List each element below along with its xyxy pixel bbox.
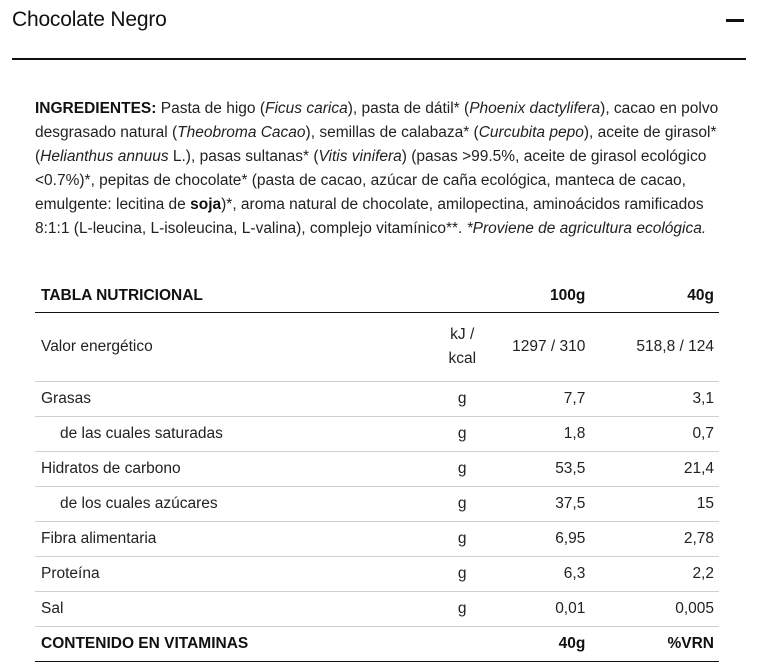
row-value-100g: 6,3 [489, 557, 585, 592]
row-value-40g: 21,4 [585, 452, 719, 487]
row-value-40g: 2,2 [585, 557, 719, 592]
table-row [35, 557, 719, 592]
row-value-100g: 1297 / 310 [489, 313, 585, 382]
row-label: Hidratos de carbono [35, 452, 435, 487]
nutrition-table-header [35, 279, 719, 313]
unit-kj: kJ / [450, 326, 475, 343]
row-unit [435, 313, 489, 382]
ingredient-text: ), cacao en polvo desgrasado natural ( [35, 100, 719, 141]
ingredient-text: ) (pasas >99.5%, aceite de girasol ecológico <0.7%)*, pepitas de chocolate* (pasta de cacao, azúcar de caña ecológica, manteca de cacao, emulgente: lecitina de [35, 148, 707, 213]
row-value-40g: 0,005 [585, 592, 719, 627]
row-label: Proteína [35, 557, 435, 592]
row-value-100g: 37,5 [489, 487, 585, 522]
vitamins-header-row [35, 627, 719, 662]
row-label: de las cuales saturadas [35, 417, 435, 452]
row-label: Fibra alimentaria [35, 522, 435, 557]
row-value-100g: 7,7 [489, 382, 585, 417]
row-unit: g [435, 522, 489, 557]
row-value-40g: 3,1 [585, 382, 719, 417]
row-label: Sal [35, 592, 435, 627]
ingredient-text: ), aceite de girasol* ( [35, 124, 717, 165]
ingredients-label: INGREDIENTES: [35, 100, 157, 117]
ingredient-italic-text: Theobroma Cacao [177, 124, 306, 141]
ingredient-italic-text: Phoenix dactylifera [469, 100, 601, 117]
vitamins-title: CONTENIDO EN VITAMINAS [35, 627, 435, 662]
table-row [35, 522, 719, 557]
row-label: de los cuales azúcares [35, 487, 435, 522]
row-value-100g: 53,5 [489, 452, 585, 487]
ingredient-text: L.), pasas sultanas* ( [168, 148, 319, 165]
row-label: Grasas [35, 382, 435, 417]
row-unit: g [435, 452, 489, 487]
nutrition-table [35, 279, 719, 662]
allergen-text: soja [190, 196, 222, 213]
section-header [12, 0, 746, 60]
row-value-100g: 0,01 [489, 592, 585, 627]
table-row [35, 382, 719, 417]
section-title: Chocolate Negro [12, 8, 167, 31]
row-value-100g: 6,95 [489, 522, 585, 557]
ingredients-body [35, 100, 718, 237]
row-unit: g [435, 417, 489, 452]
table-row-energy [35, 313, 719, 382]
unit-kcal: kcal [448, 350, 477, 367]
table-row [35, 452, 719, 487]
ingredient-italic-text: Ficus carica [265, 100, 348, 117]
ingredient-italic-text: Vitis vinifera [318, 148, 402, 165]
table-row [35, 417, 719, 452]
unit-header [435, 279, 489, 313]
minus-icon[interactable] [724, 9, 746, 31]
row-unit: g [435, 487, 489, 522]
table-row [35, 592, 719, 627]
vitamins-col-vrn: %VRN [585, 627, 719, 662]
row-value-40g: 15 [585, 487, 719, 522]
table-title: TABLA NUTRICIONAL [35, 279, 435, 313]
ingredient-italic-text: Helianthus annuus [40, 148, 169, 165]
vitamins-col-40g: 40g [489, 627, 585, 662]
row-value-40g: 518,8 / 124 [585, 313, 719, 382]
table-row [35, 487, 719, 522]
ingredient-text: Pasta de higo ( [156, 100, 266, 117]
ingredient-text: )*, aroma natural de chocolate, amilopectina, aminoácidos ramificados 8:1:1 (L-leucina, L-isoleucina, L-valina), complejo vitamínico**. [35, 196, 704, 237]
ingredient-italic-text: Curcubita pepo [478, 124, 584, 141]
col-40g-header: 40g [585, 279, 719, 313]
ingredient-text: ), pasta de dátil* ( [347, 100, 470, 117]
col-100g-header: 100g [489, 279, 585, 313]
ingredient-italic-text: *Proviene de agricultura ecológica. [466, 220, 707, 237]
ingredient-text: ), semillas de calabaza* ( [305, 124, 479, 141]
row-value-40g: 0,7 [585, 417, 719, 452]
ingredients-text [35, 97, 725, 241]
row-label: Valor energético [35, 313, 435, 382]
row-value-40g: 2,78 [585, 522, 719, 557]
row-unit: g [435, 592, 489, 627]
row-unit: g [435, 557, 489, 592]
row-value-100g: 1,8 [489, 417, 585, 452]
row-unit: g [435, 382, 489, 417]
